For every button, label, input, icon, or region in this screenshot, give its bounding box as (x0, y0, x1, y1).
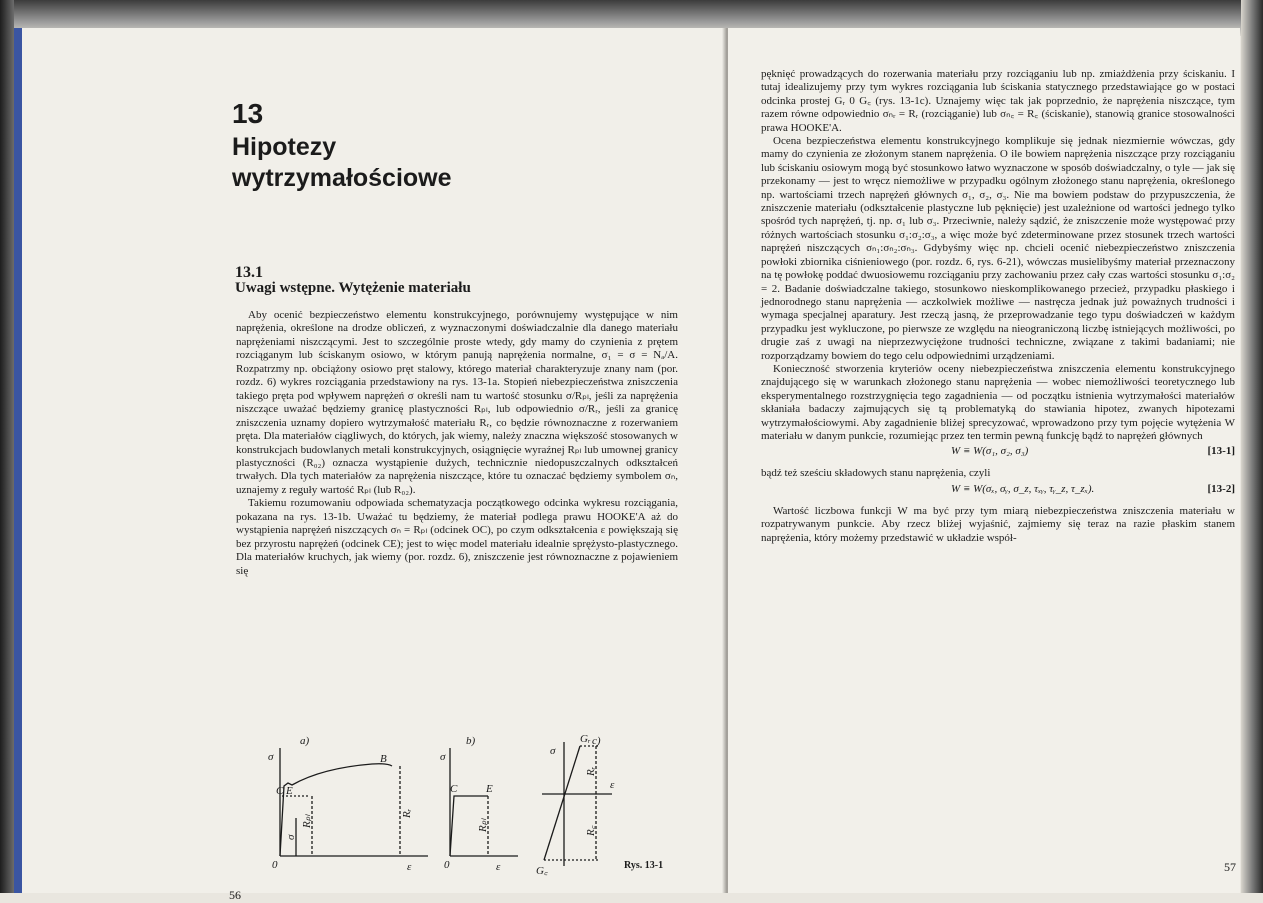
section-title: Uwagi wstępne. Wytężenie materiału (235, 280, 471, 296)
sigma-c: σ (550, 745, 556, 757)
label-Gr: Gᵣ (580, 733, 591, 745)
epsilon-a: ε (407, 861, 412, 873)
equation-13-2 (761, 483, 1235, 503)
equation-13-1 (761, 445, 1235, 465)
left-body-text (236, 309, 678, 578)
book-left-edge (0, 0, 14, 893)
label-Gc: G꜀ (536, 865, 548, 877)
panel-c-label: c) (592, 735, 601, 747)
equation-formula: W ≡ W(σₓ, σᵧ, σ_z, τₓᵧ, τᵧ_z, τ_zₓ). (951, 482, 1095, 495)
panel-b-label: b) (466, 735, 476, 747)
label-B-a: B (380, 753, 387, 765)
book-right-edge (1241, 0, 1263, 893)
chapter-title: Hipotezy wytrzymałościowe (232, 133, 452, 192)
left-page (22, 28, 726, 902)
panel-a-label: a) (300, 735, 310, 747)
linear-line-c (544, 746, 580, 860)
right-page (728, 28, 1240, 893)
right-body-text (761, 68, 1235, 545)
paragraph: Wartość liczbowa funkcji W ma być przy tym miarą niebezpieczeństwa zniszczenia materiału w rozpatrywanym punkcie. Aby rzecz bliżej wyjaśnić, zajmiemy się teraz na razie płaskim stanem naprężenia, który możemy przedstawić w układzie współ- (761, 504, 1235, 544)
label-Rc-c: R꜀ (585, 825, 597, 836)
epsilon-c: ε (610, 779, 615, 791)
page-number-left: 56 (229, 888, 241, 902)
paragraph: Konieczność stworzenia kryteriów oceny niebezpieczeństwa zniszczenia elementu konstrukcyjnego znajdującego się w warunkach złożonego stanu naprężenia — wobec niemożliwości teoretycznego lub eksperymentalnego rozstrzygnięcia tego zagadnienia — od początku istnienia wytrzymałości materiałów skłaniała badaczy zajmujących się tą problematyką do stawiania hipotez, zwanych hipotezami wytrzymałościowymi. Aby zagadnienie bliżej sprecyzować, wprowadzono przy tym pojęcie wytężenia W materiału w danym punkcie, rozumiejąc przez ten termin pewną funkcję bądź to naprężeń głównych (761, 362, 1235, 442)
equation-tag: [13-2] (1207, 482, 1235, 495)
page-number-right: 57 (1224, 860, 1236, 874)
figure-13-1 (252, 728, 662, 878)
label-C-a: C (276, 785, 284, 797)
label-Rpl-a: Rₚₗ (301, 814, 313, 828)
sigma-a: σ (268, 751, 274, 763)
paragraph: bądź też sześciu składowych stanu naprężenia, czyli (761, 467, 991, 480)
sigma-b: σ (440, 751, 446, 763)
section-number: 13.1 (235, 264, 263, 281)
chapter-number: 13 (232, 98, 264, 129)
epsilon-b: ε (496, 861, 501, 873)
paragraph: Aby ocenić bezpieczeństwo elementu konstrukcyjnego, porównujemy występujące w nim naprężenia, określone na drodze obliczeń, z wyznaczonymi doświadczalnie dla danego materiału naprężeniami niszczącymi. Jest to szczególnie proste wtedy, gdy mamy do czynienia z prętem rozciąganym lub ściskanym osiowo, w którym panują naprężenia normalne, σ₁ = σ = Nₐ/A. Rozpatrzmy np. obciążony osiowo pręt stalowy, którego materiał charakteryzuje znany nam (por. rozdz. 6) wykres rozciągania przedstawiony na rys. 13-1a. Stopień niebezpieczeństwa zniszczenia takiego pręta pod wpływem naprężeń σ określi nam tu wartość stosunku σ/Rₚₗ, jeśli za naprężenia niszczące uważać będziemy granicę plastyczności Rₚₗ, lub odpowiednio σ/Rᵣ, jeśli za granicę zniszczenia uznamy dopiero wytrzymałość materiału Rᵣ, co będzie równoznaczne z rozerwaniem pręta. Dla materiałów ciągliwych, do których, jak wiemy, należy znaczna większość stosowanych w konstrukcjach budowlanych metali konstrukcyjnych, osiągnięcie wyraźnej Rₚₗ lub umownej granicy plastyczności (R₀₂) oznacza wystąpienie dużych, technicznie niedopuszczalnych odkształceń trwałych. Dla tych materiałów za naprężenia niszczące, które tu oznaczać będziemy symbolem σₙ, uznajemy z reguły wartość Rₚₗ (lub R₀₂). (236, 309, 678, 496)
paragraph: pęknięć prowadzących do rozerwania materiału przy rozciąganiu lub np. zmiażdżenia przy ściskaniu. I tutaj idealizujemy przy tym wykres rozciągania lub ściskania statycznego przedstawiające go w postaci odcinka prostej Gᵣ 0 G꜀ (rys. 13-1c). Uznajemy więc tak jak poprzednio, że naprężenia niszczące, tym razem równe odpowiednio σₙᵣ = Rᵣ (rozciąganie) lub σₙ꜀ = R꜀ (ściskanie), stanowią granice stosowalności prawa HOOKE'A. (761, 68, 1235, 134)
paragraph: Takiemu rozumowaniu odpowiada schematyzacja początkowego odcinka wykresu rozciągania, pokazana na rys. 13-1b. Uważać tu będziemy, że materiał podlega prawu HOOKE'A aż do wystąpienia naprężeń niszczących σₙ = Rₚₗ (odcinek OC), po czym odkształcenia ε powiększają się bez przyrostu naprężeń (odcinek CE); jest to więc model materiału idealnie sprężysto-plastycznego. Dla materiałów kruchych, jak wiemy (por. rozdz. 6), zniszczenie jest równoznaczne z pojawieniem się (236, 497, 678, 577)
origin-a: 0 (272, 859, 278, 871)
label-Rr-a: Rᵣ (401, 808, 413, 818)
label-C-b: C (450, 783, 458, 795)
label-Rr-c: Rᵣ (585, 766, 597, 776)
label-sigma-v: σ (285, 834, 297, 840)
label-E-a: E (286, 785, 293, 797)
origin-b: 0 (444, 859, 450, 871)
tension-curve-a (280, 764, 392, 856)
paragraph: Ocena bezpieczeństwa elementu konstrukcyjnego komplikuje się jednak niezmiernie wówczas, gdy mamy do czynienia ze złożonym stanem naprężenia. O ile bowiem naprężenia niszczące przy rozciąganiu lub ściskaniu osiowym mogą być stosunkowo łatwo wyznaczone w sposób doświadczalny, o tyle — jak się przekonamy — jest to wręcz niemożliwe w przypadku ogólnym złożonego stanu naprężenia, określonego np. wartościami trzech naprężeń głównych σ₁, σ₂, σ₃. Nie ma bowiem podstaw do przypuszczenia, że zniszczenie materiału (odkształcenie plastyczne lub pęknięcie) jest uzależnione od wartości jednego tylko spośród tych naprężeń, tj. np. σ₁ lub σ₃. Przeciwnie, należy sądzić, że zniszczenie może występować przy różnych wartościach stosunku σ₁:σ₂:σ₃, a więc może być zdeterminowane przez stosunek trzech wartości naprężeń niszczących σₙ₁:σₙ₂:σₙ₃. Gdybyśmy więc np. chcieli ocenić niebezpieczeństwo zniszczenia powłoki zbiornika ciśnieniowego (por. rozdz. 6, rys. 6-21), wówczas musielibyśmy materiał przeznaczony na tę powłokę poddać dwuosiowemu rozciąganiu przy zachowaniu przez cały czas wartości stosunku σ₁:σ₂ = 2. Badanie doświadczalne takiego, stosunkowo nieskomplikowanego przecież, przypadku płaskiego i jednorodnego stanu naprężenia — aczkolwiek możliwe — nastręcza jednak już poważnych trudności i wymaga specjalnej aparatury. Jest rzeczą jasną, że przeprowadzanie tego typu doświadczeń w każdym przypadku jest wykluczone, po pierwsze ze względu na nieograniczoną liczbę istniejących możliwości, po drugie zaś z uwagi na nieprzezwyciężone trudności techniczne, związane z takimi badaniami; nie rozporządzamy bowiem do tego celu odpowiednimi urządzeniami. (761, 135, 1235, 362)
label-E-b: E (486, 783, 493, 795)
label-Rpl-b: Rₚₗ (477, 818, 489, 832)
equation-tag: [13-1] (1207, 445, 1235, 458)
equation-formula: W ≡ W(σ₁, σ₂, σ₃) (951, 445, 1029, 458)
book-cover-edge (14, 28, 22, 893)
figure-caption: Rys. 13-1 (624, 860, 664, 871)
